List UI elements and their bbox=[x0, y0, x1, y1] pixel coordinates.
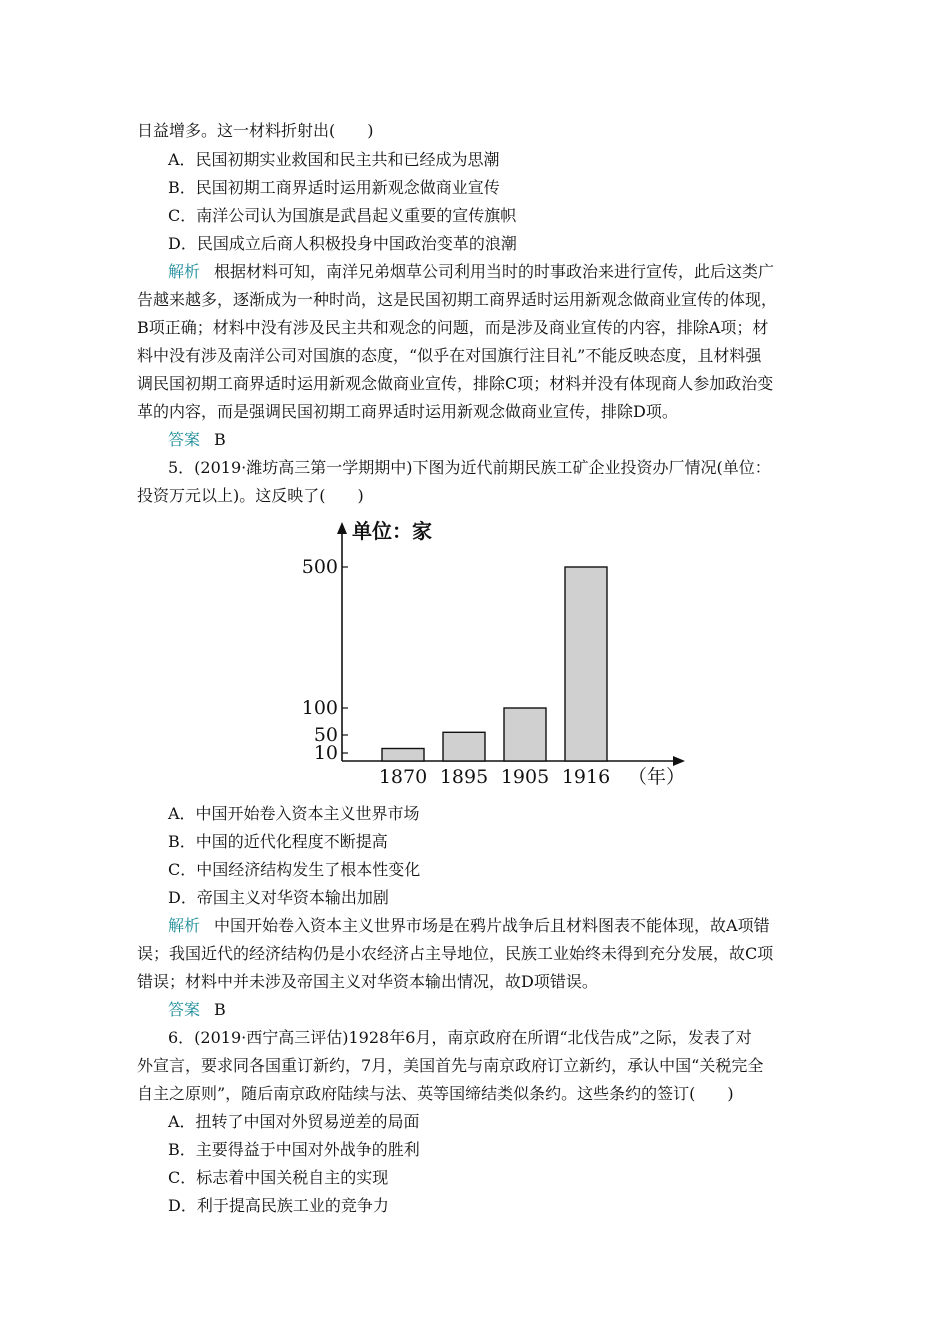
y-tick-label: 10 bbox=[313, 742, 338, 764]
q4-option-a: A．民国初期实业救国和民主共和已经成为思潮 bbox=[168, 150, 500, 169]
q6-stem: 外宣言，要求同各国重订新约，7月，美国首先与南京政府订立新约，承认中国“关税完全 bbox=[137, 1056, 764, 1075]
bar bbox=[382, 749, 424, 762]
q4-analysis-line bbox=[168, 262, 858, 282]
q5-option-c: C．中国经济结构发生了根本性变化 bbox=[168, 860, 421, 879]
q6-option-d: D．利于提高民族工业的竞争力 bbox=[168, 1196, 389, 1215]
x-unit-label: （年） bbox=[628, 766, 686, 788]
q4-option-d: D．民国成立后商人积极投身中国政治变革的浪潮 bbox=[168, 234, 517, 253]
bar bbox=[443, 732, 485, 761]
q6-option-c: C．标志着中国关税自主的实现 bbox=[168, 1168, 389, 1187]
q4-answer-tag: 答案 bbox=[168, 430, 201, 449]
x-axis-arrow-icon bbox=[673, 756, 685, 766]
bar bbox=[504, 708, 546, 761]
q5-option-a: A．中国开始卷入资本主义世界市场 bbox=[168, 804, 420, 823]
q5-analysis-line: 误；我国近代的经济结构仍是小农经济占主导地位，民族工业始终未得到充分发展，故C项 bbox=[137, 944, 774, 963]
q4-stem: 日益增多。这一材料折射出( ) bbox=[137, 121, 374, 140]
q6-option-b: B．主要得益于中国对外战争的胜利 bbox=[168, 1140, 420, 1159]
q6-stem: 6．(2019·西宁高三评估)1928年6月，南京政府在所谓“北伐告成”之际，发表了对 bbox=[168, 1028, 752, 1047]
q6-stem: 自主之原则”，随后南京政府陆续与法、英等国缔结类似条约。这些条约的签订( ) bbox=[137, 1084, 734, 1103]
q5-option-b: B．中国的近代化程度不断提高 bbox=[168, 832, 388, 851]
y-tick-label: 50 bbox=[313, 724, 338, 746]
q4-answer: B bbox=[214, 430, 226, 449]
q5-stem: 投资万元以上)。这反映了( ) bbox=[137, 486, 364, 505]
q5-analysis-line: 错误；材料中并未涉及帝国主义对华资本输出情况，故D项错误。 bbox=[137, 972, 598, 991]
q5-answer-tag: 答案 bbox=[168, 1000, 201, 1019]
q4-option-c: C．南洋公司认为国旗是武昌起义重要的宣传旗帜 bbox=[168, 206, 517, 225]
q4-answer-line bbox=[168, 430, 858, 450]
x-tick-label: 1916 bbox=[561, 766, 611, 788]
q4-analysis-line: 料中没有涉及南洋公司对国旗的态度，“似乎在对国旗行注目礼”不能反映态度，且材料强 bbox=[137, 346, 762, 365]
q5-option-d: D．帝国主义对华资本输出加剧 bbox=[168, 888, 389, 907]
q5-analysis-tag: 解析 bbox=[168, 916, 201, 935]
y-axis-arrow-icon bbox=[337, 522, 347, 534]
q4-analysis-line: 调民国初期工商界适时运用新观念做商业宣传，排除C项；材料并没有体现商人参加政治变 bbox=[137, 374, 774, 393]
q4-analysis-line: 告越来越多，逐渐成为一种时尚，这是民国初期工商界适时运用新观念做商业宣传的体现， bbox=[137, 290, 778, 309]
q5-answer-line bbox=[168, 1000, 858, 1020]
x-tick-label: 1895 bbox=[439, 766, 489, 788]
chart-title: 单位：家 bbox=[352, 519, 432, 543]
y-tick-label: 500 bbox=[301, 556, 338, 578]
q4-analysis-line: 革的内容，而是强调民国初期工商界适时运用新观念做商业宣传，排除D项。 bbox=[137, 402, 678, 421]
q6-option-a: A．扭转了中国对外贸易逆差的局面 bbox=[168, 1112, 420, 1131]
y-tick-label: 100 bbox=[301, 697, 338, 719]
q5-answer: B bbox=[214, 1000, 226, 1019]
bar-chart bbox=[300, 510, 700, 795]
q4-option-b: B．民国初期工商界适时运用新观念做商业宣传 bbox=[168, 178, 500, 197]
q4-analysis-text: 根据材料可知，南洋兄弟烟草公司利用当时的时事政治来进行宣传，此后这类广 bbox=[214, 262, 775, 281]
q5-analysis-text: 中国开始卷入资本主义世界市场是在鸦片战争后且材料图表不能体现，故A项错 bbox=[214, 916, 770, 935]
x-tick-label: 1905 bbox=[500, 766, 550, 788]
q4-analysis-line: B项正确；材料中没有涉及民主共和观念的问题，而是涉及商业宣传的内容，排除A项；材 bbox=[137, 318, 769, 337]
q5-analysis-line bbox=[168, 916, 858, 936]
q5-stem: 5．(2019·潍坊高三第一学期期中)下图为近代前期民族工矿企业投资办厂情况(单位： bbox=[168, 458, 771, 477]
bar bbox=[565, 567, 607, 761]
q4-analysis-tag: 解析 bbox=[168, 262, 201, 281]
x-tick-label: 1870 bbox=[378, 766, 428, 788]
